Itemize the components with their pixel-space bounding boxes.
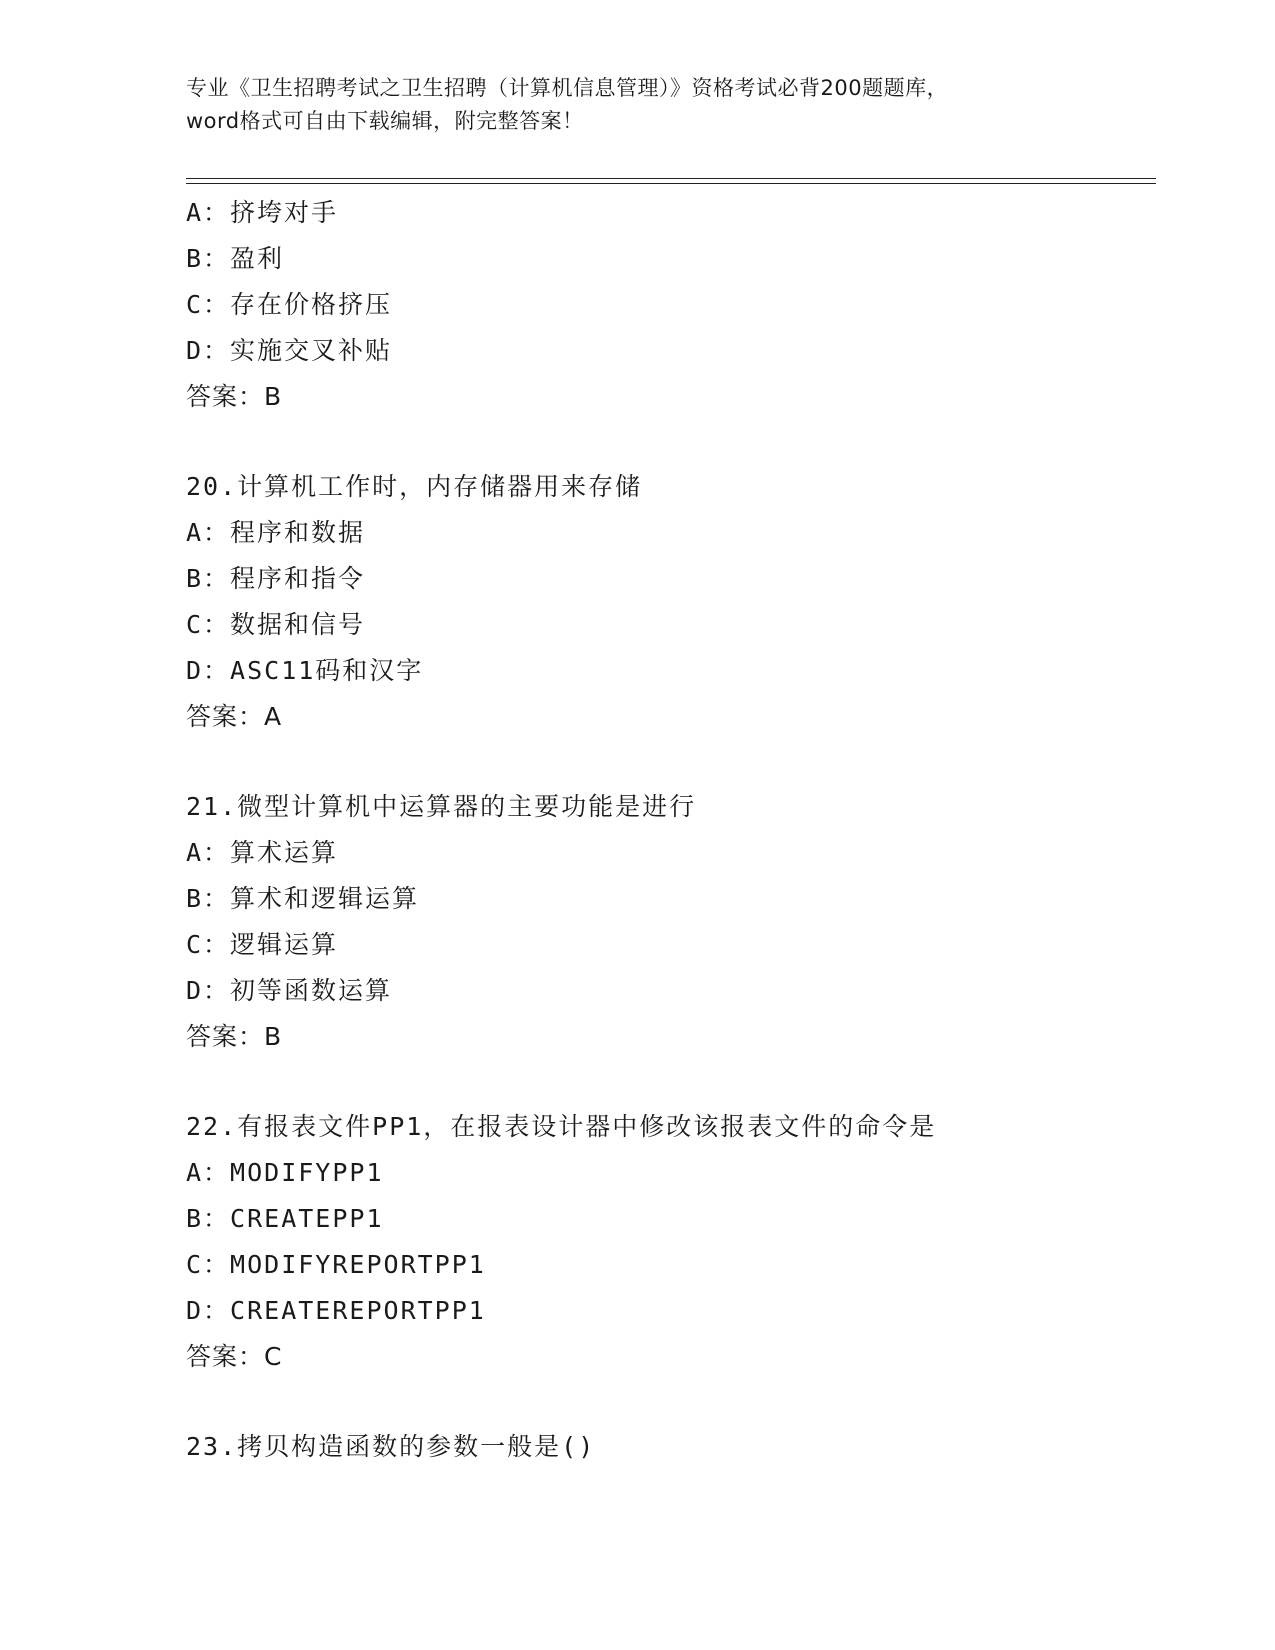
option-b: B：算术和逻辑运算	[186, 884, 420, 913]
option-a: A：程序和数据	[186, 518, 366, 547]
option-b: B：CREATEPP1	[186, 1204, 384, 1233]
option-d: D：初等函数运算	[186, 976, 393, 1005]
question-block-23	[186, 1424, 1186, 1470]
header-divider-top	[186, 178, 1156, 179]
option-d: D：实施交叉补贴	[186, 336, 393, 365]
option-b: B：程序和指令	[186, 564, 366, 593]
option-a: A：挤垮对手	[186, 198, 339, 227]
header-divider-bottom	[186, 183, 1156, 184]
answer-line: 答案：C	[186, 1342, 283, 1371]
option-c: C：存在价格挤压	[186, 290, 393, 319]
answer-line: 答案：B	[186, 382, 283, 411]
option-a: A：MODIFYPP1	[186, 1158, 384, 1187]
spacer	[186, 740, 1186, 784]
spacer	[186, 1380, 1186, 1424]
question-list	[186, 190, 1186, 1470]
question-block-22	[186, 1104, 1186, 1380]
option-d: D：ASC11码和汉字	[186, 656, 424, 685]
answer-line: 答案：A	[186, 702, 283, 731]
header-line-1: 专业《卫生招聘考试之卫生招聘（计算机信息管理）》资格考试必背200题题库，	[186, 76, 949, 100]
option-d: D：CREATEREPORTPP1	[186, 1296, 486, 1325]
spacer	[186, 1060, 1186, 1104]
option-b: B：盈利	[186, 244, 285, 273]
option-a: A：算术运算	[186, 838, 339, 867]
document-header	[186, 72, 1086, 138]
question-block-20	[186, 464, 1186, 740]
question-title: 20.计算机工作时，内存储器用来存储	[186, 472, 643, 501]
option-c: C：数据和信号	[186, 610, 366, 639]
question-block-21	[186, 784, 1186, 1060]
question-title: 21.微型计算机中运算器的主要功能是进行	[186, 792, 697, 821]
question-title: 22.有报表文件PP1，在报表设计器中修改该报表文件的命令是	[186, 1112, 937, 1141]
answer-line: 答案：B	[186, 1022, 283, 1051]
option-c: C：MODIFYREPORTPP1	[186, 1250, 486, 1279]
header-line-2: word格式可自由下载编辑，附完整答案！	[186, 109, 584, 133]
option-c: C：逻辑运算	[186, 930, 339, 959]
spacer	[186, 420, 1186, 464]
question-title: 23.拷贝构造函数的参数一般是()	[186, 1432, 596, 1461]
question-block-19	[186, 190, 1186, 420]
